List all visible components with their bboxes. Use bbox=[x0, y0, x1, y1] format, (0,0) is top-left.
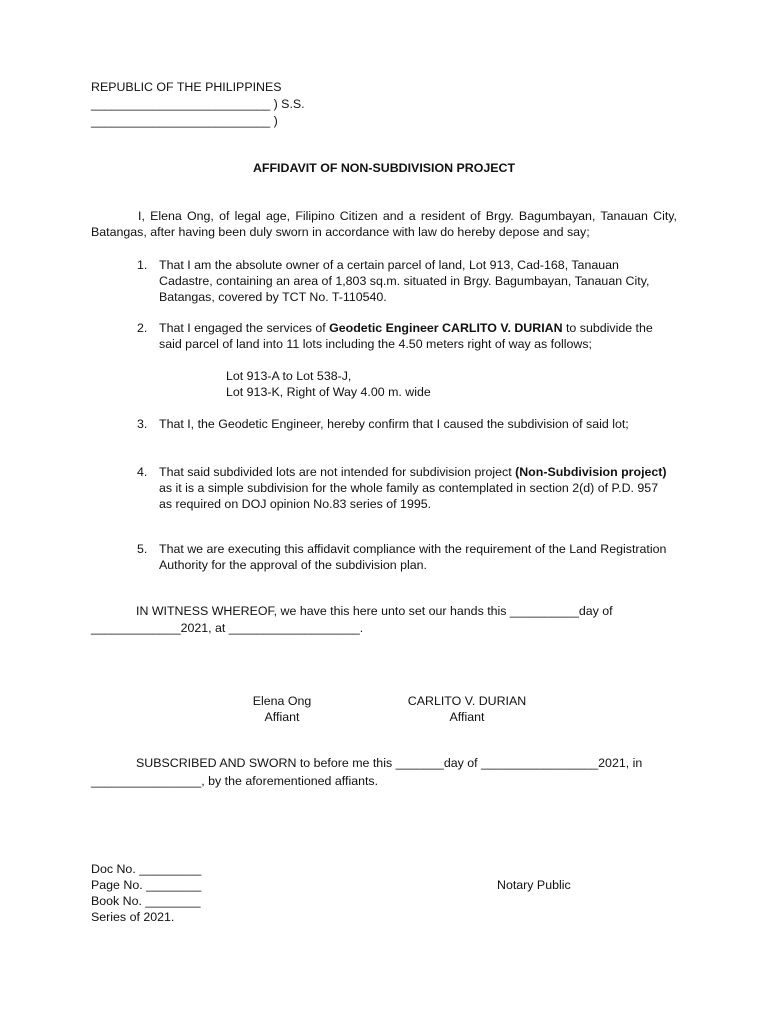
doc-no-field: Doc No. _________ bbox=[91, 862, 202, 876]
notary-public-label: Notary Public bbox=[497, 878, 571, 892]
item-number: 3. bbox=[137, 417, 148, 431]
lots-line-1: Lot 913-A to Lot 538-J, bbox=[226, 369, 352, 383]
signatory-role: Affiant bbox=[264, 710, 300, 725]
book-no-field: Book No. ________ bbox=[91, 894, 201, 908]
item-text bbox=[137, 464, 672, 513]
intro-paragraph: I, Elena Ong, of legal age, Filipino Citizen and a resident of Brgy. Bagumbayan, Tanauan City, Batangas, after having been duly sworn in accordance with law do hereby depose and say; bbox=[91, 209, 677, 240]
page-no-field: Page No. ________ bbox=[91, 878, 202, 892]
list-item bbox=[137, 320, 672, 352]
item-text-part: as it is a simple subdivision for the whole family as contemplated in section 2(d) of P.D. 957 as required on DOJ opinion No.83 series of 1995. bbox=[159, 481, 659, 512]
list-item bbox=[137, 464, 672, 513]
non-subdivision-term: (Non-Subdivision project) bbox=[515, 465, 667, 479]
item-text-part: That said subdivided lots are not intended for subdivision project bbox=[159, 465, 516, 479]
lots-line-2: Lot 913-K, Right of Way 4.00 m. wide bbox=[226, 385, 431, 399]
item-text-part: That I engaged the services of bbox=[159, 321, 330, 335]
series-field: Series of 2021. bbox=[91, 910, 175, 924]
republic-heading: REPUBLIC OF THE PHILIPPINES bbox=[91, 80, 282, 94]
item-number: 2. bbox=[137, 321, 148, 335]
signatory-block bbox=[222, 693, 342, 725]
sworn-line-2: ________________, by the aforementioned affiants. bbox=[91, 774, 379, 788]
signatory-block bbox=[386, 693, 548, 725]
list-item bbox=[137, 416, 672, 432]
list-item bbox=[137, 257, 672, 306]
venue-line-2: __________________________ ) bbox=[91, 114, 278, 128]
venue-line-1: __________________________ ) S.S. bbox=[91, 97, 305, 111]
item-text-part: to subdivide the said parcel of land into 11 lots including the 4.50 meters right of way as follows; bbox=[159, 321, 653, 352]
signatory-name: Elena Ong bbox=[252, 694, 312, 708]
signatory-role: Affiant bbox=[449, 710, 485, 725]
item-number: 5. bbox=[137, 542, 148, 556]
item-text: That we are executing this affidavit compliance with the requirement of the Land Registration Authority for the approval of the subdivision plan. bbox=[159, 542, 667, 573]
item-text: That I, the Geodetic Engineer, hereby confirm that I caused the subdivision of said lot; bbox=[159, 417, 629, 431]
signatory-name: CARLITO V. DURIAN bbox=[407, 694, 527, 708]
list-item bbox=[137, 541, 672, 573]
sworn-line-1: SUBSCRIBED AND SWORN to before me this _______day of _________________2021, in bbox=[136, 756, 643, 770]
engineer-name: Geodetic Engineer CARLITO V. DURIAN bbox=[329, 321, 563, 335]
document-title: AFFIDAVIT OF NON-SUBDIVISION PROJECT bbox=[252, 161, 516, 175]
witness-line-1: IN WITNESS WHEREOF, we have this here unto set our hands this __________day of bbox=[136, 604, 613, 618]
witness-line-2: _____________2021, at ___________________. bbox=[91, 621, 364, 635]
item-text: That I am the absolute owner of a certain parcel of land, Lot 913, Cad-168, Tanauan Cadastre, containing an area of 1,803 sq.m. situated in Brgy. Bagumbayan, Tanauan City, Batangas, covered by TCT No. T-110540. bbox=[159, 258, 650, 305]
item-number: 4. bbox=[137, 465, 148, 479]
item-number: 1. bbox=[137, 258, 148, 272]
item-text bbox=[137, 320, 672, 352]
